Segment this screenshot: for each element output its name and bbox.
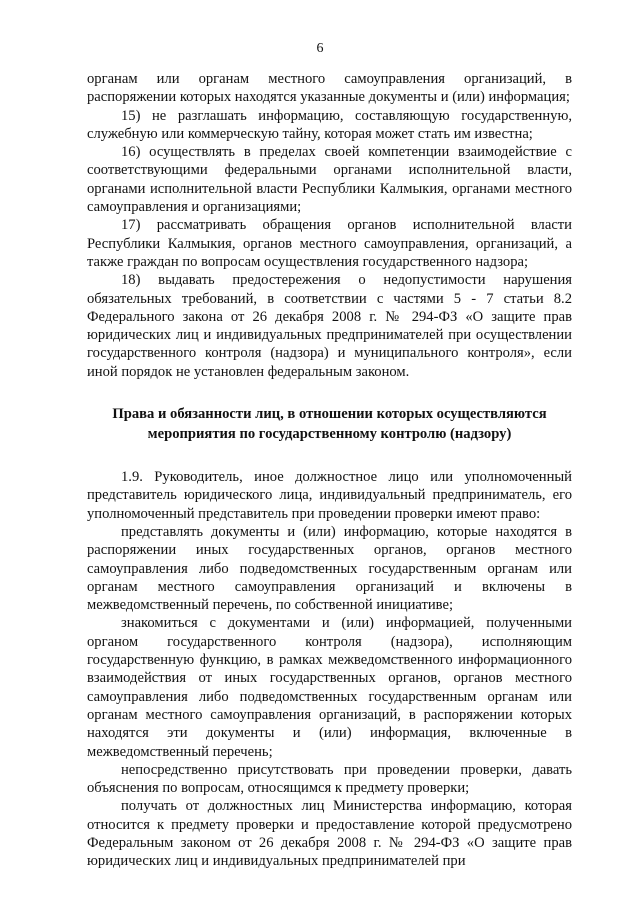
paragraph-right-familiarize: знакомиться с документами и (или) информацией, полученными органом государственного контроля (надзора), исполняющим государственную функцию, в рамках межведомственного информационного взаимодействия от иных государственных органов, органов местного самоуправления либо подведомственных государственным органам или органам местного самоуправления организаций, в распоряжении которых находятся эти документы и (или) информация, включенные в межведомственный перечень;	[87, 615, 572, 760]
paragraph-right-attend: непосредственно присутствовать при проведении проверки, давать объяснения по вопросам, относящимся к предмету проверки;	[87, 761, 572, 797]
document-body	[87, 70, 572, 871]
page-number: 6	[316, 41, 324, 56]
section-heading-line-1: Права и обязанности лиц, в отношении которых осуществляются	[112, 406, 547, 423]
paragraph-item-18: 18) выдавать предостережения о недопустимости нарушения обязательных требований, в соответствии с частями 5 - 7 статьи 8.2 Федерального закона от 26 декабря 2008 г. № 294-ФЗ «О защите прав юридических лиц и индивидуальных предпринимателей при осуществлении государственного контроля (надзора) и муниципального контроля», если иной порядок не установлен федеральным законом.	[87, 272, 572, 380]
paragraphs-top	[87, 70, 572, 381]
paragraph-item-15: 15) не разглашать информацию, составляющую государственную, служебную или коммерческую тайну, которая может стать им известна;	[87, 107, 572, 142]
paragraph-1-9: 1.9. Руководитель, иное должностное лицо или уполномоченный представитель юридического лица, индивидуальный предприниматель, его уполномоченный представитель при проведении проверки имеют право:	[87, 469, 572, 522]
paragraph-continuation: органам или органам местного самоуправления организаций, в распоряжении которых находятся указанные документы и (или) информация;	[87, 71, 572, 106]
section-heading	[87, 404, 572, 444]
paragraph-item-16: 16) осуществлять в пределах своей компетенции взаимодействие с соответствующими федеральными органами исполнительной власти, органами исполнительной власти Республики Калмыкия, органами местного самоуправления и организациями;	[87, 144, 572, 216]
section-heading-line-2: мероприятия по государственному контролю (надзору)	[147, 426, 512, 443]
paragraph-item-17: 17) рассматривать обращения органов исполнительной власти Республики Калмыкия, органов местного самоуправления, организаций, а также граждан по вопросам осуществления государственного надзора;	[87, 217, 572, 270]
paragraph-right-documents: представлять документы и (или) информацию, которые находятся в распоряжении иных государственных органов, органов местного самоуправления либо подведомственных государственным органам или органам местного самоуправления организаций и включены в межведомственный перечень, по собственной инициативе;	[87, 523, 572, 614]
paragraphs-bottom	[87, 468, 572, 871]
paragraph-right-receive-info: получать от должностных лиц Министерства информацию, которая относится к предмету проверки и предоставление которой предусмотрено Федеральным законом от 26 декабря 2008 г. № 294-ФЗ «О защите прав юридических лиц и индивидуальных предпринимателей при	[87, 798, 572, 870]
